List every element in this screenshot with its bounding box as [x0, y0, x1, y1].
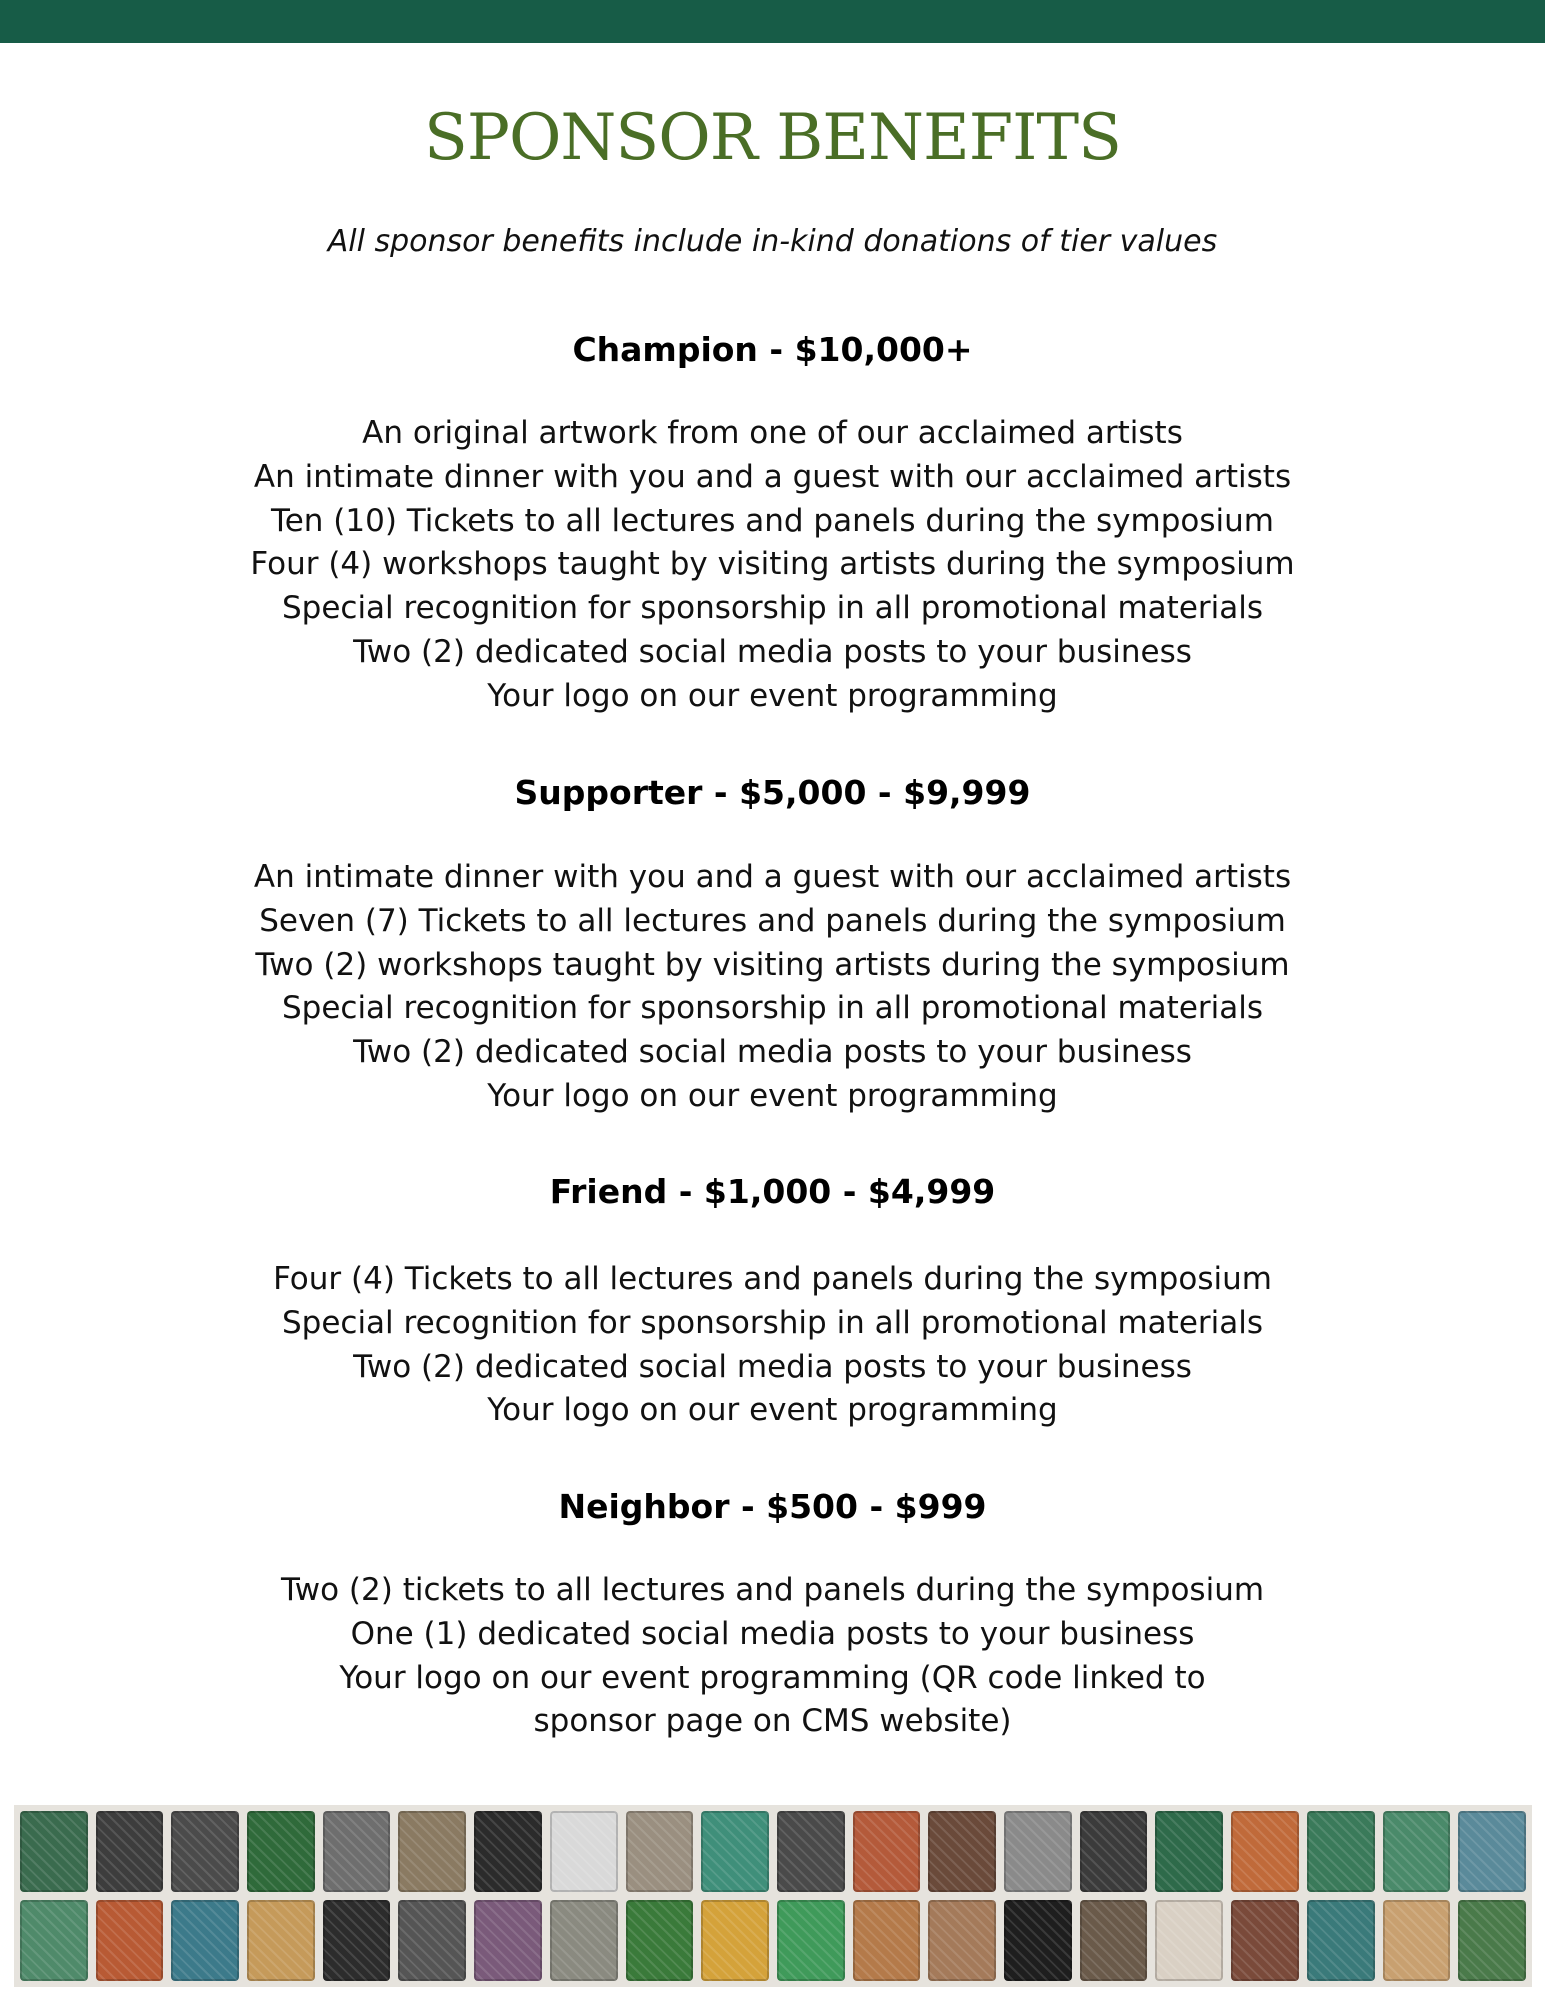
mosaic-tile — [474, 1811, 542, 1892]
mosaic-tile — [626, 1811, 694, 1892]
benefit-item: Four (4) Tickets to all lectures and panels during the symposium — [273, 1261, 1272, 1297]
mosaic-tile — [853, 1811, 921, 1892]
mosaic-tile — [1231, 1811, 1299, 1892]
benefit-item: Your logo on our event programming — [487, 677, 1058, 714]
benefit-item: One (1) dedicated social media posts to your business — [350, 1615, 1195, 1652]
benefit-list — [0, 1258, 1545, 1433]
tier-champion — [0, 328, 1545, 719]
benefit-item: An original artwork from one of our acclaimed artists — [362, 415, 1183, 451]
benefit-item: Ten (10) Tickets to all lectures and panels during the symposium — [271, 502, 1274, 539]
benefit-item: Special recognition for sponsorship in all promotional materials — [281, 590, 1264, 627]
benefit-list — [0, 856, 1545, 1119]
page-subtitle: All sponsor benefits include in-kind donations of tier values — [327, 224, 1218, 259]
tier-heading: Supporter - $5,000 - $9,999 — [514, 773, 1031, 812]
mosaic-tile — [1307, 1811, 1375, 1892]
benefit-item: Your logo on our event programming — [487, 1392, 1058, 1429]
mosaic-tile — [474, 1900, 542, 1981]
benefit-item: Two (2) dedicated social media posts to your business — [353, 633, 1192, 670]
mosaic-tile — [96, 1811, 164, 1892]
benefit-item: Two (2) tickets to all lectures and panels during the symposium — [280, 1572, 1265, 1608]
tier-heading: Neighbor - $500 - $999 — [558, 1487, 987, 1526]
tier-friend — [0, 1170, 1545, 1433]
mosaic-tile — [323, 1811, 391, 1892]
mosaic-tile — [1383, 1811, 1451, 1892]
page-title: SPONSOR BENEFITS — [424, 101, 1121, 175]
tier-neighbor — [0, 1485, 1545, 1744]
mosaic-tile — [1231, 1900, 1299, 1981]
tier-heading: Champion - $10,000+ — [572, 330, 973, 369]
mosaic-tile — [1458, 1811, 1526, 1892]
mosaic-tile — [701, 1811, 769, 1892]
mosaic-tile — [928, 1900, 996, 1981]
top-accent-bar — [0, 0, 1545, 43]
mosaic-tile — [1307, 1900, 1375, 1981]
benefit-item: Two (2) workshops taught by visiting artists during the symposium — [255, 946, 1290, 983]
mosaic-tile — [20, 1900, 88, 1981]
mosaic-tiles-photo — [14, 1805, 1532, 1987]
mosaic-tile — [398, 1811, 466, 1892]
mosaic-tile — [626, 1900, 694, 1981]
benefit-item: Special recognition for sponsorship in all promotional materials — [281, 1304, 1264, 1341]
mosaic-tile — [550, 1811, 618, 1892]
mosaic-tile — [171, 1900, 239, 1981]
tier-heading: Friend - $1,000 - $4,999 — [549, 1172, 996, 1211]
mosaic-tile — [247, 1811, 315, 1892]
benefit-list — [0, 1569, 1545, 1744]
mosaic-tile — [701, 1900, 769, 1981]
mosaic-tile — [777, 1900, 845, 1981]
mosaic-tile — [1004, 1811, 1072, 1892]
mosaic-tile — [1155, 1811, 1223, 1892]
mosaic-tile — [1080, 1811, 1148, 1892]
mosaic-tile — [323, 1900, 391, 1981]
mosaic-tile — [853, 1900, 921, 1981]
tier-supporter — [0, 771, 1545, 1119]
mosaic-tile — [398, 1900, 466, 1981]
mosaic-tile — [247, 1900, 315, 1981]
mosaic-tile — [1080, 1900, 1148, 1981]
benefit-item: Your logo on our event programming (QR code linked to — [339, 1659, 1206, 1696]
mosaic-tile — [928, 1811, 996, 1892]
mosaic-tile — [1458, 1900, 1526, 1981]
mosaic-tile — [96, 1900, 164, 1981]
mosaic-tile — [550, 1900, 618, 1981]
benefit-item: Four (4) workshops taught by visiting artists during the symposium — [250, 546, 1295, 583]
benefit-item: Special recognition for sponsorship in all promotional materials — [281, 990, 1264, 1027]
benefit-item: Two (2) dedicated social media posts to your business — [353, 1348, 1192, 1385]
mosaic-tile — [1004, 1900, 1072, 1981]
benefit-item: Two (2) dedicated social media posts to your business — [353, 1034, 1192, 1071]
mosaic-tile — [1383, 1900, 1451, 1981]
benefit-list — [0, 412, 1545, 719]
mosaic-tile — [20, 1811, 88, 1892]
benefit-item: An intimate dinner with you and a guest with our acclaimed artists — [253, 458, 1292, 495]
mosaic-tile — [171, 1811, 239, 1892]
benefit-item: Seven (7) Tickets to all lectures and panels during the symposium — [259, 902, 1286, 939]
mosaic-tile — [1155, 1900, 1223, 1981]
benefit-item: An intimate dinner with you and a guest with our acclaimed artists — [253, 859, 1292, 895]
benefit-item: Your logo on our event programming — [487, 1077, 1058, 1114]
mosaic-tile — [777, 1811, 845, 1892]
benefit-item: sponsor page on CMS website) — [533, 1703, 1012, 1740]
